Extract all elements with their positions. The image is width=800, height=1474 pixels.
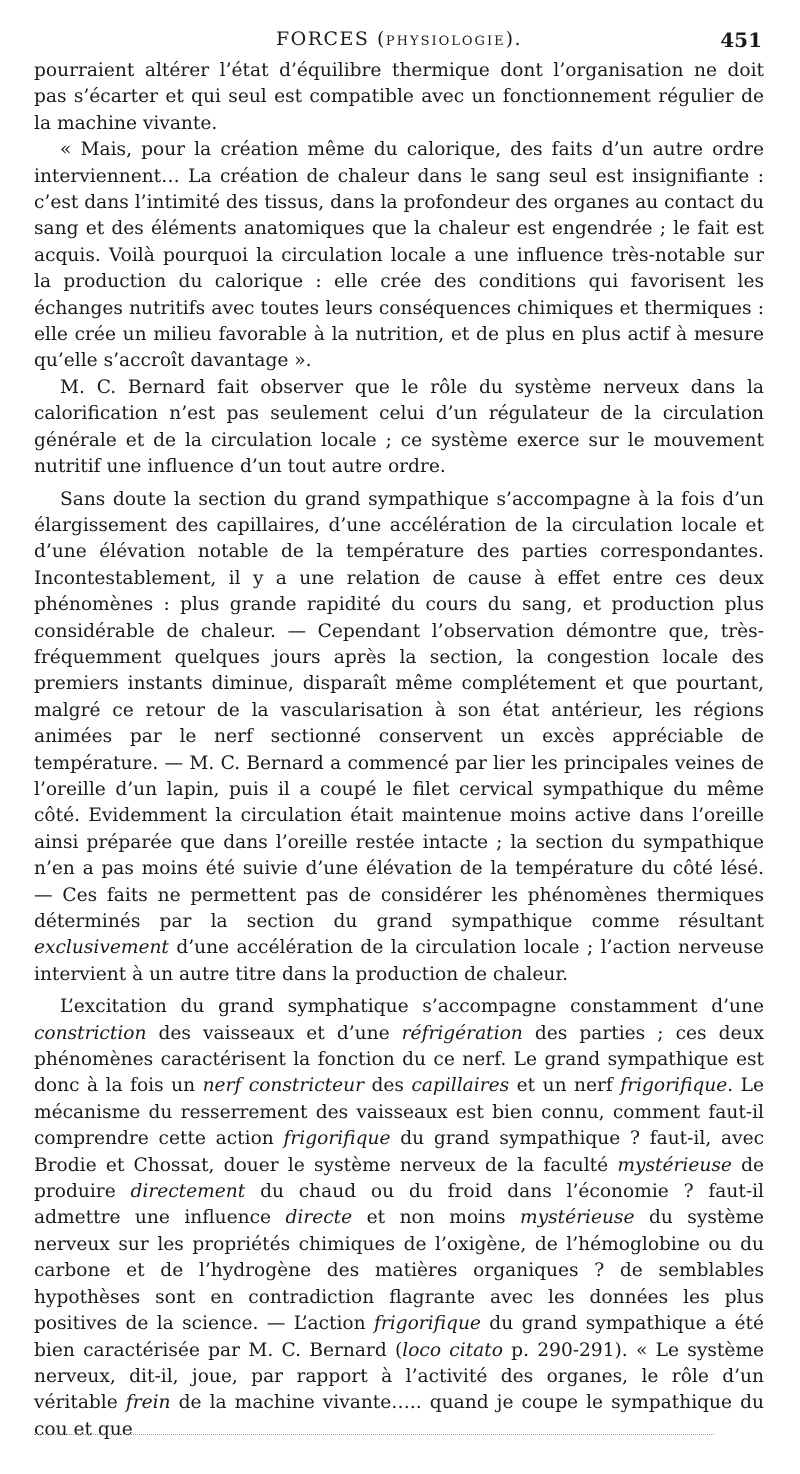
italic-text: nerf constricteur (202, 1075, 364, 1097)
italic-text: mystérieuse (617, 1154, 732, 1176)
running-title-main: FORCES ( (275, 28, 386, 50)
text-run: pourraient altérer l’état d’équilibre thermique dont l’organisation ne doit pas s’écarter et qui seul est compatible avec un fonctionnement régulier de la machine vivante. (34, 60, 764, 134)
text-run: . Le mécanisme du resserrement des vaisseaux est bien connu, comment faut-il comprendre cette action (34, 1075, 764, 1150)
italic-text: directement (130, 1181, 246, 1203)
bottom-rule (34, 1434, 714, 1435)
italic-text: loco citato (402, 1339, 503, 1361)
page-number: 451 (720, 28, 762, 52)
text-run: des (364, 1075, 412, 1097)
italic-text: capillaires (411, 1075, 510, 1097)
paragraph-3 (34, 375, 764, 481)
text-run: de produire (34, 1154, 764, 1203)
italic-text: frigorifique (620, 1075, 728, 1097)
text-run: « Mais, pour la création même du calorique, des faits d’un autre ordre interviennent… La création de chaleur dans le sang seul est insignifiante : c’est dans l’intimité des tissus, dans la profondeur des organes au contact du sang et des éléments anatomiques que la chaleur est engendrée ; le fait est acquis. Voilà pourquoi la circulation locale a une influence très-notable sur la production du calorique : elle crée des conditions qui favorisent les échanges nutritifs avec toutes leurs conséquences chimiques et thermiques : elle crée un milieu favorable à la nutrition, et de plus en plus actif à mesure qu’elle s’accroît davantage ». (34, 139, 764, 372)
paragraph-1 (34, 58, 764, 137)
italic-text: réfrigération (401, 1022, 523, 1044)
text-run: du grand sympathique a été bien caractérisée par M. C. Bernard ( (34, 1313, 764, 1361)
text-run: des parties ; ces deux phénomènes caractérisent la fonction du ce nerf. Le grand sympathique est donc à la fois un (34, 1022, 764, 1097)
paragraph-4 (34, 487, 764, 989)
text-run: des vaisseaux et d’une (146, 1022, 402, 1044)
paragraph-5 (34, 994, 764, 1443)
text-run: L’excitation du grand symphatique s’accompagne constamment d’une (60, 996, 764, 1018)
italic-text: mystérieuse (519, 1207, 635, 1229)
italic-text: constriction (34, 1022, 147, 1044)
book-page (34, 28, 764, 1443)
body-text (34, 58, 764, 1443)
italic-text: directe (285, 1207, 353, 1229)
page-header (34, 28, 764, 58)
text-run: p. 290-291). « Le système nerveux, dit-il, joue, par rapport à l’activité des organes, le rôle d’un véritable (34, 1339, 764, 1414)
italic-text: frigorifique (373, 1313, 481, 1335)
italic-text: exclusivement (34, 937, 169, 959)
text-run: du grand sympathique ? faut-il, avec Brodie et Chossat, douer le système nerveux de la faculté (34, 1128, 764, 1176)
text-run: et non moins (352, 1207, 520, 1229)
text-run: du chaud ou du froid dans l’économie ? faut-il admettre une influence (34, 1181, 764, 1229)
text-run: Sans doute la section du grand sympathique s’accompagne à la fois d’un élargissement des capillaires, d’une accélération de la circulation locale et d’une élévation notable de la température des parties correspondantes. Incontestablement, il y a une relation de cause à effet entre ces deux phénomènes : plus grande rapidité du cours du sang, et production plus considérable de chaleur. — Cependant l’observation démontre que, très-fréquemment quelques jours après la section, la congestion locale des premiers instants diminue, disparaît même complétement et que pourtant, malgré ce retour de la vascularisation à son état antérieur, les régions animées par le nerf sectionné conservent un excès appréciable de température. — M. C. Bernard a commencé par lier les principales veines de l’oreille d’un lapin, puis il a coupé le filet cervical sympathique du même côté. Evidemment la circulation était maintenue moins active dans l’oreille ainsi préparée que dans l’oreille restée intacte ; la section du sympathique n’en a pas moins été suivie d’une élévation de la température du côté lésé. — Ces faits ne permettent pas de considérer les phénomènes thermiques déterminés par la section du grand sympathique comme résultant (34, 488, 764, 932)
text-run: M. C. Bernard fait observer que le rôle du système nerveux dans la calorification n’est pas seulement celui d’un régulateur de la circulation générale et de la circulation locale ; ce système exerce sur le mouvement nutritif une influence d’un tout autre ordre. (34, 376, 764, 478)
italic-text: frigorifique (283, 1128, 391, 1150)
text-run: de la machine vivante….. quand je coupe le sympathique du cou et que (34, 1392, 764, 1440)
paragraph-2 (34, 137, 764, 375)
text-run: d’une accélération de la circulation locale ; l’action nerveuse intervient à un autre titre dans la production de chaleur. (34, 937, 764, 985)
running-title (34, 28, 764, 50)
italic-text: frein (125, 1392, 171, 1414)
running-title-end: ). (505, 28, 523, 50)
text-run: du système nerveux sur les propriétés chimiques de l’oxigène, de l’hémoglobine ou du carbone et de l’hydrogène des matières organiques ? de semblables hypothèses sont en contradiction flagrante avec les données les plus positives de la science. — L’action (34, 1207, 765, 1335)
running-title-sub: PHYSIOLOGIE (385, 34, 506, 49)
text-run: et un nerf (509, 1075, 621, 1097)
